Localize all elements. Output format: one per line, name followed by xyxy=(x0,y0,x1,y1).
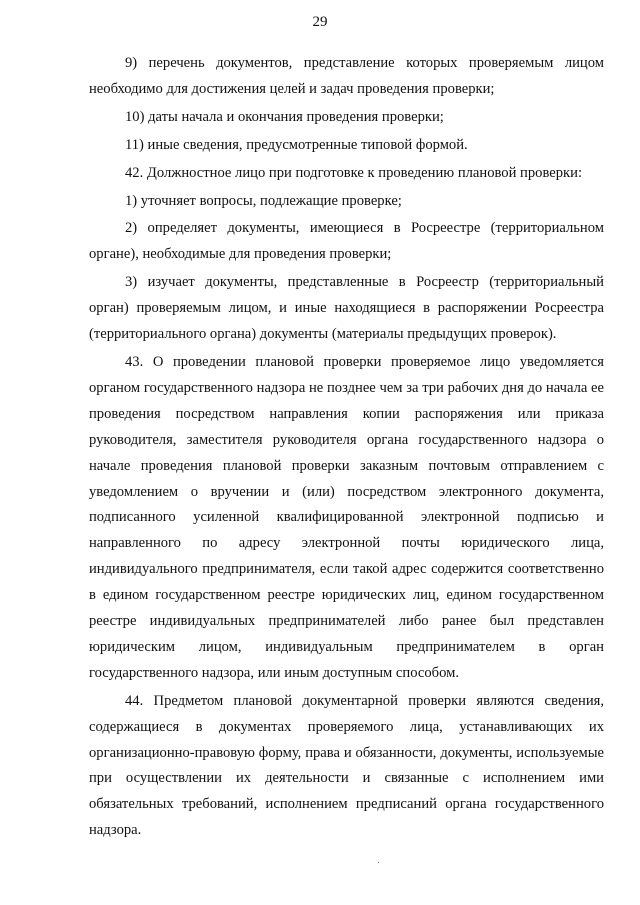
paragraph-clause-42-item-1: 1) уточняет вопросы, подлежащие проверке; xyxy=(125,192,402,209)
paragraph-clause-42: 42. Должностное лицо при подготовке к проведению плановой проверки: xyxy=(125,164,582,181)
paragraph-item-9: 9) перечень документов, представление которых проверяемым лицом необходимо для достижения целей и задач проведения проверки; xyxy=(89,55,604,97)
page-number: 29 xyxy=(312,14,328,30)
paragraph-clause-43: 43. О проведении плановой проверки проверяемое лицо уведомляется органом государственного надзора не позднее чем за три рабочих дня до начала ее проведения посредством направления копии распоряжения или приказа руководителя, заместителя руководителя органа государственного надзора о начале проведения плановой проверки заказным почтовым отправлением с уведомлением о вручении и (или) посредством электронного документа, подписанного усиленной квалифицированной электронной подписью и направленного по адресу электронной почты юридического лица, индивидуального предпринимателя, если такой адрес содержится соответственно в едином государственном реестре юридических лиц, едином государственном реестре индивидуальных предпринимателей либо ранее был представлен юридическим лицом, индивидуальным предпринимателем в орган государственного надзора, или иным доступным способом. xyxy=(89,353,604,681)
scan-artifact xyxy=(378,862,379,863)
paragraph-item-11: 11) иные сведения, предусмотренные типовой формой. xyxy=(125,136,468,153)
paragraph-item-10: 10) даты начала и окончания проведения проверки; xyxy=(125,108,444,125)
document-body xyxy=(89,51,604,844)
paragraph-clause-42-item-2: 2) определяет документы, имеющиеся в Росреестре (территориальном органе), необходимые для проведения проверки; xyxy=(89,220,604,263)
paragraph-clause-44: 44. Предметом плановой документарной проверки являются сведения, содержащиеся в документах проверяемого лица, устанавливающих их организационно-правовую форму, права и обязанности, документы, используемые при осуществлении их деятельности и связанные с исполнением ими обязательных требований, исполнением предписаний органа государственного надзора. xyxy=(89,692,604,839)
paragraph-clause-42-item-3: 3) изучает документы, представленные в Росреестр (территориальный орган) проверяемым лицом, и иные находящиеся в распоряжении Росреестра (территориального органа) документы (материалы предыдущих проверок). xyxy=(89,274,604,343)
